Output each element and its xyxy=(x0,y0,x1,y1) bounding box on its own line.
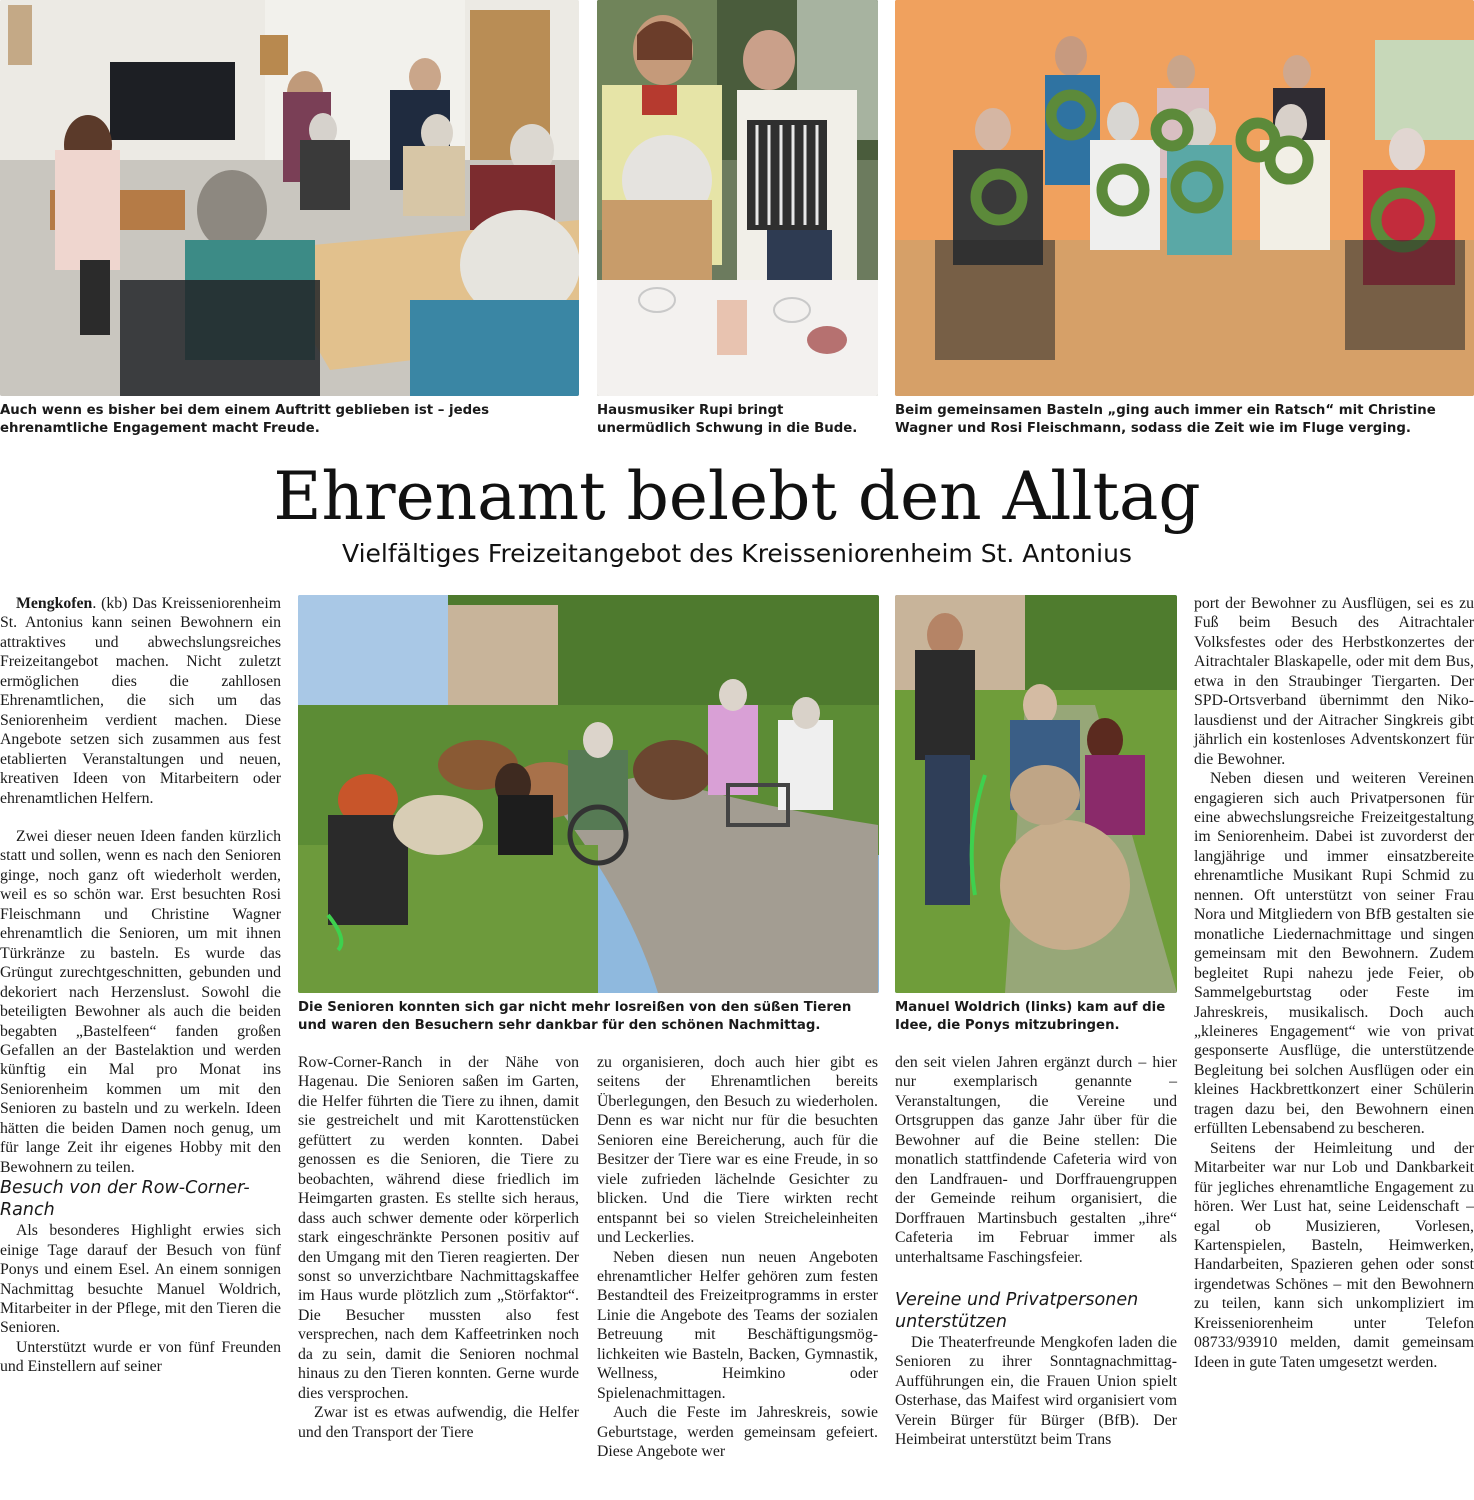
paragraph: Unterstützt wurde er von fünf Freunden und Einstellern auf seiner xyxy=(0,1338,281,1376)
article-column-4 xyxy=(895,1053,1177,1450)
headline: Ehrenamt belebt den Alltag xyxy=(273,458,1201,535)
paragraph: Neben diesen und weiteren Vereinen engagieren sich auch Privatpersonen für eine abwechslungsreiche Freizeitgestaltung im Seniorenheim. Dabei ist zuvorderst der langjährige und immer einsatzbereite ehrenamtliche Musikant Rupi Schmid zu nennen. Oft unterstützt von seiner Frau Nora und Mitgliedern von BfB gestalten sie monatliche Liedernachmittage und singen gemeinsam mit den Bewohnern. Zudem begleitet Rupi nahezu jede Feier, ob Sammelgeburtstag oder Feste im Jahreskreis, musikalisch. Doch auch „kleineres Engagement“ wie von privat gesponserte Ausflüge, die unterstützende Begleitung bei solchen Ausflügen oder ein kleines Hackbrettkonzert einer Schülerin tragen dazu bei, den Bewohnern einen erfüllten Lebensabend zu bescheren. xyxy=(1194,770,1474,1138)
paragraph: Row-Corner-Ranch in der Nähe von Hagenau. Die Senioren saßen im Garten, die Helfer führten die Tiere zu ihnen, damit sie gestreichelt und mit Karottenstücken gefüttert zu werden konnten. Dabei genossen es die Senioren, die Tiere zu beobachten, während diese friedlich im Heimgarten grasten. Es stellte sich heraus, dass auch schwer demente oder körperlich stark eingeschränkte Personen positiv auf den Umgang mit den Tieren reagierten. Der sonst so unverzichtbare Nachmittagskaffee im Haus wurde plötzlich zum „Störfaktor“. Die Besucher mussten also fest versprechen, nach dem Kaffeetrinken noch da zu sein, damit die Senioren nochmal hinaus zu den Tieren konnten. Gerne wurde dies versprochen. xyxy=(298,1054,579,1402)
photo-wreath-crafting xyxy=(895,0,1474,396)
article-column-2 xyxy=(298,1053,579,1442)
caption-photo-accordion: Hausmusiker Rupi bringt unermüdlich Schwung in die Bude. xyxy=(597,403,858,436)
paragraph: Seitens der Heimleitung und der Mitarbeiter war nur Lob und Dankbarkeit für jegliches ehrenamtliche Engagement zu hören. Wer Lust hat, seine Leidenschaft – egal ob Musizieren, Vorlesen, Kartenspielen, Basteln, Heimwerken, Handarbeiten, Spazieren gehen oder sonst irgendetwas Schönes – mit den Bewohnern zu teilen, kann sich unkompliziert im Kreisseniorenheim unter Telefon 08733/93910 melden, damit gemeinsam Ideen in gute Taten umgesetzt werden. xyxy=(1194,1139,1474,1371)
paragraph: Auch die Feste im Jahreskreis, sowie Geburtstage, werden gemeinsam gefeiert. Diese Angebote wer xyxy=(597,1404,878,1461)
paragraph: den seit vielen Jahren ergänzt durch – hier nur exemplarisch genannte – Veranstaltungen, die Vereine und Ortsgruppen das ganze Jahr über für die Bewohner auf die Beine stellen: Die monatlich stattfindende Cafeteria wird von den Landfrauen- und Dorffrauengruppen der Gemeinde reihum organisiert, die Dorffrauen Martinsbuch gestalten „ihre“ Cafeteria im Februar immer als unterhaltsame Faschingsfeier. xyxy=(895,1054,1177,1266)
subheading-clubs: Vereine und Privatpersonen unterstützen xyxy=(895,1289,1139,1332)
article-column-5 xyxy=(1194,594,1474,1372)
paragraph: Als besonderes Highlight erwies sich einige Tage darauf der Besuch von fünf Ponys und einem Esel. An einem sonnigen Nachmittag besuchte Manuel Woldrich, Mitarbeiter in der Pflege, mit den Tieren die Senioren. xyxy=(0,1222,281,1337)
paragraph: Die Theaterfreunde Mengkofen laden die Senioren zu ihrer Sonntagnachmittag-Aufführungen ein, die Frauen Union spielt Osterhase, das Maifest wird organisiert vom Verein Bürger für Bürger (BfB). Der Heimbeirat unterstützt beim Trans xyxy=(895,1333,1177,1449)
paragraph: zu organisieren, doch auch hier gibt es seitens der Ehrenamtlichen bereits Überlegungen, den Besuch zu wiederholen. Denn es war nicht nur für die besuchten Senioren eine Bereicherung, auch für die Besitzer der Tiere war es eine Freude, in so viele zufrieden lächelnde Gesichter zu blicken. Und die Tiere wirkten recht entspannt bei so vielen Streicheleinheiten und Leckerlies. xyxy=(597,1054,878,1247)
paragraph: Zwei dieser neuen Ideen fanden kürzlich statt und sollen, wenn es nach den Senioren ginge, noch ganz oft wiederholt werden, weil es so schön war. Erst besuchten Rosi Fleischmann und Christine Wagner ehrenamtlich die Senioren, um mit ihnen Türkränze zu basteln. Es wurde das Grüngut zurechtgeschnitten, gebunden und dekoriert nach Herzenslust. Sowohl die beteiligten Bewohner als auch die beiden begabten „Bastelfeen“ fanden großen Gefallen an der Bastelaktion und werden künftig ein Mal pro Monat ins Seniorenheim kommen um mit den Senioren zu basteln und zu werkeln. Ideen hätten die beiden Damen noch genug, um für lange Zeit ihr eigenes Hobby mit den Bewohnern zu teilen. xyxy=(0,827,281,1176)
paragraph: . (kb) Das Kreisseniorenheim St. Antonius kann seinen Bewohnern ein attraktives und abwechslungsreiches Freizeitangebot machen. Nicht zuletzt ermöglichen dies die zahllosen Ehrenamtlichen, die sich um das Seniorenheim verdient machen. Diese Angebote setzen sich zusammen aus fest etablierten Veranstaltungen und neuen, kreativen Ideen von Mitarbeitern oder ehrenamtlichen Helfern. xyxy=(0,595,281,807)
photo-zither-performance xyxy=(0,0,579,396)
subheadline: Vielfältiges Freizeitangebot des Kreisseniorenheim St. Antonius xyxy=(342,539,1132,568)
subheading-ranch: Besuch von der Row-Corner-Ranch xyxy=(0,1178,250,1221)
photo-ponies-garden xyxy=(298,595,879,993)
paragraph: Neben diesen nun neuen Angeboten ehrenamtlicher Helfer gehören zum festen Bestandteil des Freizeitprogramms in erster Linie die Angebote des Teams der sozialen Betreuung mit Beschäftigungsmöglichkeiten wie Basteln, Backen, Gymnastik, Wellness, Heimkino oder Spielenachmittagen. xyxy=(597,1248,878,1402)
photo-accordion-musician xyxy=(597,0,878,396)
caption-photo-ponies: Die Senioren konnten sich gar nicht mehr losreißen von den süßen Tieren und waren den Besuchern sehr dankbar für den schönen Nachmittag. xyxy=(298,1000,852,1033)
article-column-1 xyxy=(0,594,281,1377)
paragraph: port der Bewohner zu Ausflügen, sei es zu Fuß beim Besuch des Aitrachtaler Volksfestes oder des Herbstkonzertes der Aitrachtaler Blaskapelle, oder mit dem Bus, etwa in den Straubinger Tiergarten. Der SPD-Ortsverband übernimmt den Nikolausdienst und der Aitracher Singkreis gibt jährlich ein kostenloses Adventskonzert für die Bewohner. xyxy=(1194,595,1474,768)
caption-photo-zither: Auch wenn es bisher bei dem einem Auftritt geblieben ist – jedes ehrenamtliche Engagement macht Freude. xyxy=(0,403,490,436)
paragraph: Zwar ist es etwas aufwendig, die Helfer und den Transport der Tiere xyxy=(298,1404,579,1441)
article-column-3 xyxy=(597,1053,878,1462)
caption-photo-wreaths: Beim gemeinsamen Basteln „ging auch immer ein Ratsch“ mit Christine Wagner und Rosi Fleischmann, sodass die Zeit wie im Fluge verging. xyxy=(895,403,1436,436)
caption-photo-handler: Manuel Woldrich (links) kam auf die Idee, die Ponys mitzubringen. xyxy=(895,1000,1166,1033)
photo-pony-handler xyxy=(895,595,1177,993)
dateline: Mengkofen xyxy=(16,595,93,612)
